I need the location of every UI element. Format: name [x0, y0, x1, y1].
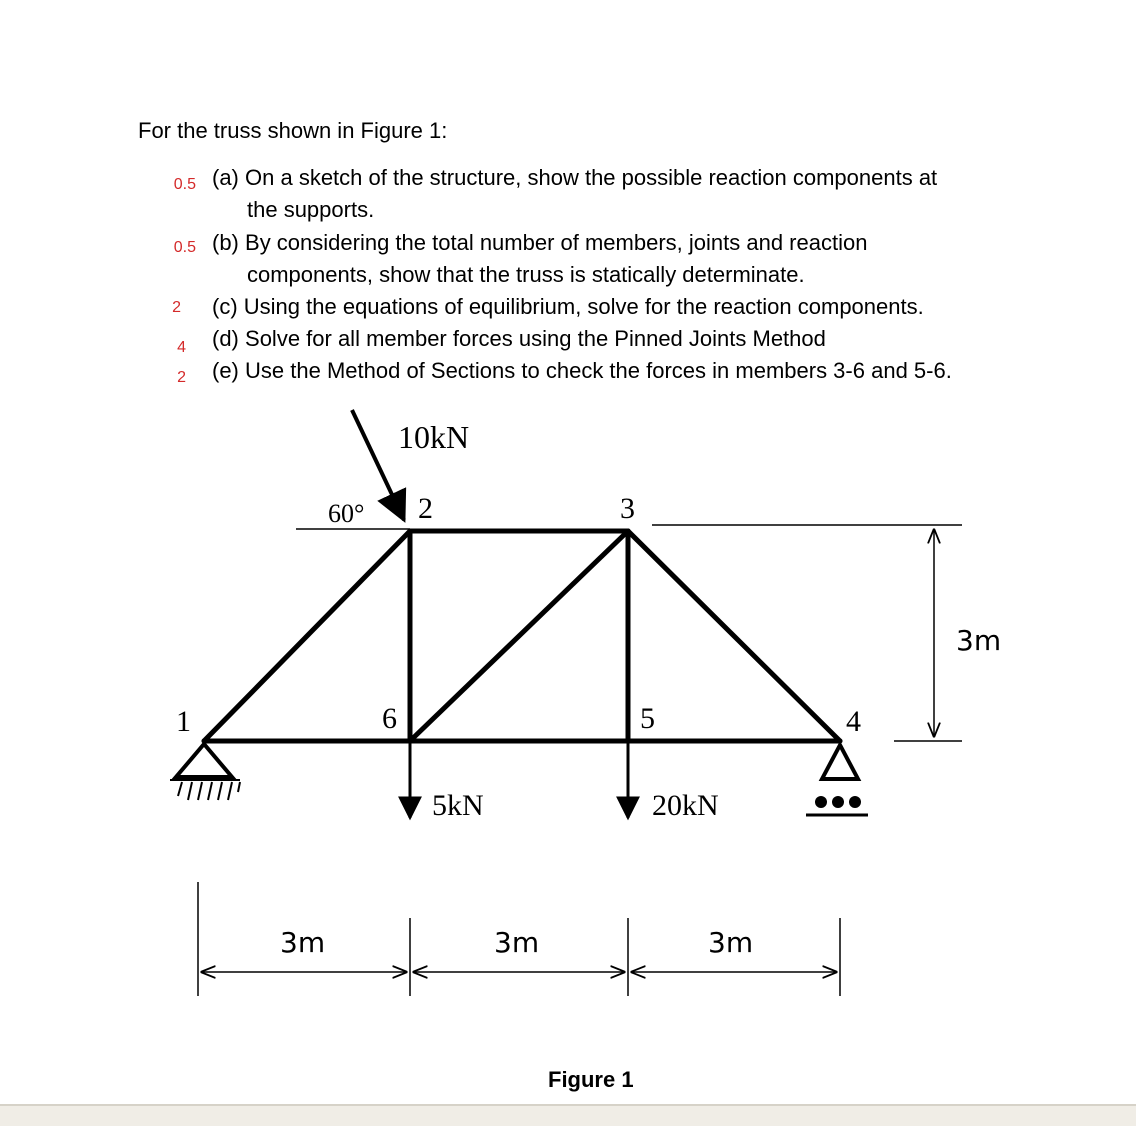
node-5-label: 5: [640, 702, 655, 735]
member-1-2: [204, 531, 410, 741]
points-d: 4: [177, 339, 186, 356]
angle-label: 60°: [328, 499, 365, 528]
load-5kn-label: 5kN: [432, 789, 484, 822]
member-3-6: [410, 531, 628, 741]
text-b-line1: By considering the total number of members, joints and reaction: [245, 230, 868, 255]
node-4-label: 4: [846, 705, 861, 738]
label-d: (d): [212, 326, 239, 351]
span-3-label: 3m: [708, 926, 754, 959]
label-e: (e): [212, 358, 239, 383]
text-b-line2: components, show that the truss is statically determinate.: [247, 262, 805, 287]
figure-caption: Figure 1: [548, 1067, 634, 1092]
problem-intro: For the truss shown in Figure 1:: [138, 118, 448, 143]
text-a-line2: the supports.: [247, 197, 375, 222]
text-c: Using the equations of equilibrium, solve for the reaction components.: [243, 294, 924, 319]
node-2-label: 2: [418, 492, 433, 525]
label-b: (b): [212, 230, 239, 255]
label-a: (a): [212, 165, 239, 190]
span-1-label: 3m: [280, 926, 326, 959]
load-20kn-label: 20kN: [652, 789, 719, 822]
label-c: (c): [212, 294, 238, 319]
member-3-4: [628, 531, 840, 741]
load-10kn-label: 10kN: [398, 419, 470, 455]
roller-support: [806, 745, 868, 815]
text-d: Solve for all member forces using the Pinned Joints Method: [245, 326, 826, 351]
bottom-bar: [0, 1104, 1136, 1126]
text-a-line1: On a sketch of the structure, show the possible reaction components at: [245, 165, 938, 190]
points-e: 2: [177, 369, 186, 386]
points-c: 2: [172, 299, 181, 316]
pin-support: [170, 744, 240, 800]
points-b: 0.5: [173, 239, 196, 256]
height-dimension-label: 3m: [956, 624, 1002, 657]
points-a: 0.5: [173, 176, 196, 193]
span-2-label: 3m: [494, 926, 540, 959]
node-6-label: 6: [382, 702, 397, 735]
node-1-label: 1: [176, 705, 191, 738]
text-e: Use the Method of Sections to check the forces in members 3-6 and 5-6.: [245, 358, 952, 383]
node-3-label: 3: [620, 492, 635, 525]
